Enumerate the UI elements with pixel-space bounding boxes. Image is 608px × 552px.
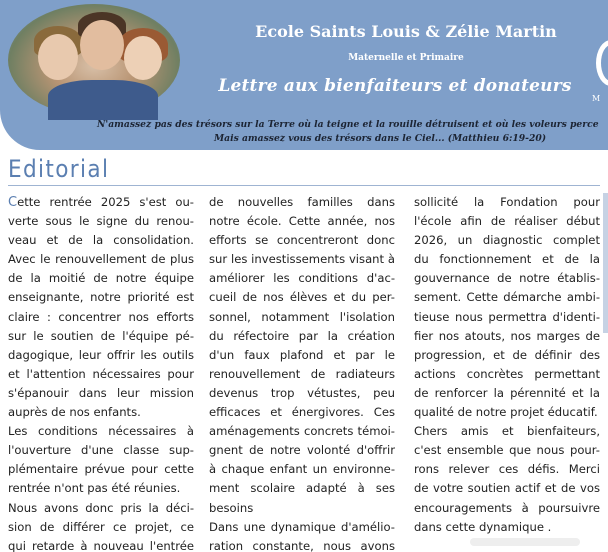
editorial-line: et l'attention nécessaires pour bbox=[8, 366, 194, 381]
editorial-line: claire : concentrer nos efforts bbox=[8, 309, 194, 324]
editorial-line: gouvernance de notre établis- bbox=[414, 271, 600, 286]
editorial-line: de votre soutien actif et de vos bbox=[414, 481, 600, 496]
editorial-line: dans cette dynamique . bbox=[414, 519, 552, 534]
school-subtitle: Maternelle et Primaire bbox=[348, 53, 464, 63]
editorial-line: encouragements à poursuivre bbox=[414, 500, 600, 515]
editorial-line: d'un faux plafond et par le bbox=[209, 347, 395, 362]
editorial-column-3 bbox=[414, 193, 600, 537]
letter-title: Lettre aux bienfaiteurs et donateurs bbox=[218, 76, 572, 96]
editorial-line: auprès de nos enfants. bbox=[8, 405, 141, 420]
editorial-column-1 bbox=[8, 193, 194, 552]
children-clothing bbox=[48, 80, 158, 120]
editorial-line: notre école. Cette année, nos bbox=[209, 214, 395, 229]
children-photo bbox=[8, 4, 180, 116]
editorial-line: sur les investissements visant à bbox=[209, 252, 395, 267]
editorial-line: progression, et de définir des bbox=[414, 347, 600, 362]
editorial-line: c'est ensemble que nous pour- bbox=[414, 443, 600, 458]
drop-cap: C bbox=[8, 195, 18, 210]
editorial-line: rons relever ces défis. Merci bbox=[414, 462, 600, 477]
editorial-line: ment scolaire adapté à ses bbox=[209, 481, 395, 496]
editorial-line: plémentaire prévue pour cette bbox=[8, 462, 194, 477]
editorial-line: 2026, un diagnostic complet bbox=[414, 233, 600, 248]
editorial-line: enseignante, notre priorité est bbox=[8, 290, 194, 305]
editorial-line: du fonctionnement et de la bbox=[414, 252, 600, 267]
child-face-1 bbox=[38, 34, 78, 80]
quote-line-2: Mais amassez vous des trésors dans le Ciel... (Matthieu 6:19-20) bbox=[214, 133, 547, 144]
corner-mark: M bbox=[592, 94, 601, 103]
editorial-line: renouvellement de radiateurs bbox=[209, 366, 395, 381]
logo-arc-icon bbox=[596, 40, 608, 86]
editorial-line: Dans une dynamique d'amélio- bbox=[209, 519, 395, 534]
editorial-line: sement. Cette démarche ambi- bbox=[414, 290, 600, 305]
editorial-line: l'école afin de réaliser début bbox=[414, 214, 600, 229]
editorial-line: fier nos atouts, nos marges de bbox=[414, 328, 600, 343]
editorial-line: Nous avons donc pris la déci- bbox=[8, 500, 194, 515]
editorial-line: verte sous le signe du renou- bbox=[8, 214, 194, 229]
editorial-line: qualité de notre projet éducatif. bbox=[414, 405, 598, 420]
editorial-line: sur le soutien de l'équipe pé- bbox=[8, 328, 194, 343]
editorial-line: à chaque enfant un environne- bbox=[209, 462, 395, 477]
editorial-line: du réfectoire par la création bbox=[209, 328, 395, 343]
bible-quote bbox=[97, 118, 608, 146]
next-column-edge bbox=[603, 193, 608, 333]
editorial-line: efforts se concentreront donc bbox=[209, 233, 395, 248]
editorial-line: qui retarde à nouveau l'entrée bbox=[8, 538, 194, 552]
editorial-line: devenus trop vétustes, peu bbox=[209, 385, 395, 400]
editorial-line: aménagements concrets témoi- bbox=[209, 424, 395, 439]
editorial-line: gnent de notre volonté d'offrir bbox=[209, 443, 395, 458]
editorial-line: efficaces et énergivores. Ces bbox=[209, 405, 395, 420]
editorial-line: sollicité la Fondation pour bbox=[414, 195, 600, 209]
editorial-line: dagogique, leur offrir les outils bbox=[8, 347, 194, 362]
editorial-line: améliorer les conditions d'ac- bbox=[209, 271, 395, 286]
editorial-line: veau et de la consolidation. bbox=[8, 233, 194, 248]
editorial-line: Les conditions nécessaires à bbox=[8, 424, 194, 439]
editorial-line: cueil de nos élèves et du per- bbox=[209, 290, 395, 305]
editorial-divider bbox=[8, 185, 600, 186]
editorial-line: Cette rentrée 2025 s'est ou- bbox=[8, 195, 194, 210]
school-name: Ecole Saints Louis & Zélie Martin bbox=[255, 22, 557, 41]
editorial-line: tieuse nous permettra d'identi- bbox=[414, 309, 600, 324]
editorial-line: Chers amis et bienfaiteurs, bbox=[414, 424, 600, 439]
child-face-3 bbox=[124, 36, 162, 80]
editorial-line: s'épanouir dans leur mission bbox=[8, 385, 194, 400]
editorial-line: besoins bbox=[209, 500, 254, 515]
editorial-line: de renforcer la pérennité et la bbox=[414, 385, 600, 400]
editorial-line: l'ouverture d'une classe sup- bbox=[8, 443, 194, 458]
editorial-line: de la moitié de notre équipe bbox=[8, 271, 194, 286]
editorial-line: Avec le renouvellement de plus bbox=[8, 252, 194, 267]
quote-line-1: N'amassez pas des trésors sur la Terre où la teigne et la rouille détruisent et où les voleurs perce bbox=[97, 119, 599, 130]
editorial-title: Editorial bbox=[8, 155, 110, 183]
editorial-column-2 bbox=[209, 193, 395, 552]
editorial-line: sion de différer ce projet, ce bbox=[8, 519, 194, 534]
editorial-line: rentrée n'ont pas été réunies. bbox=[8, 481, 181, 496]
editorial-line: ration constante, nous avons bbox=[209, 538, 395, 552]
footer-mark bbox=[470, 538, 580, 546]
editorial-line: de nouvelles familles dans bbox=[209, 195, 395, 209]
editorial-line: sonnel, notamment l'isolation bbox=[209, 309, 395, 324]
child-face-2 bbox=[80, 20, 124, 70]
editorial-line: actions concrètes permettant bbox=[414, 366, 600, 381]
